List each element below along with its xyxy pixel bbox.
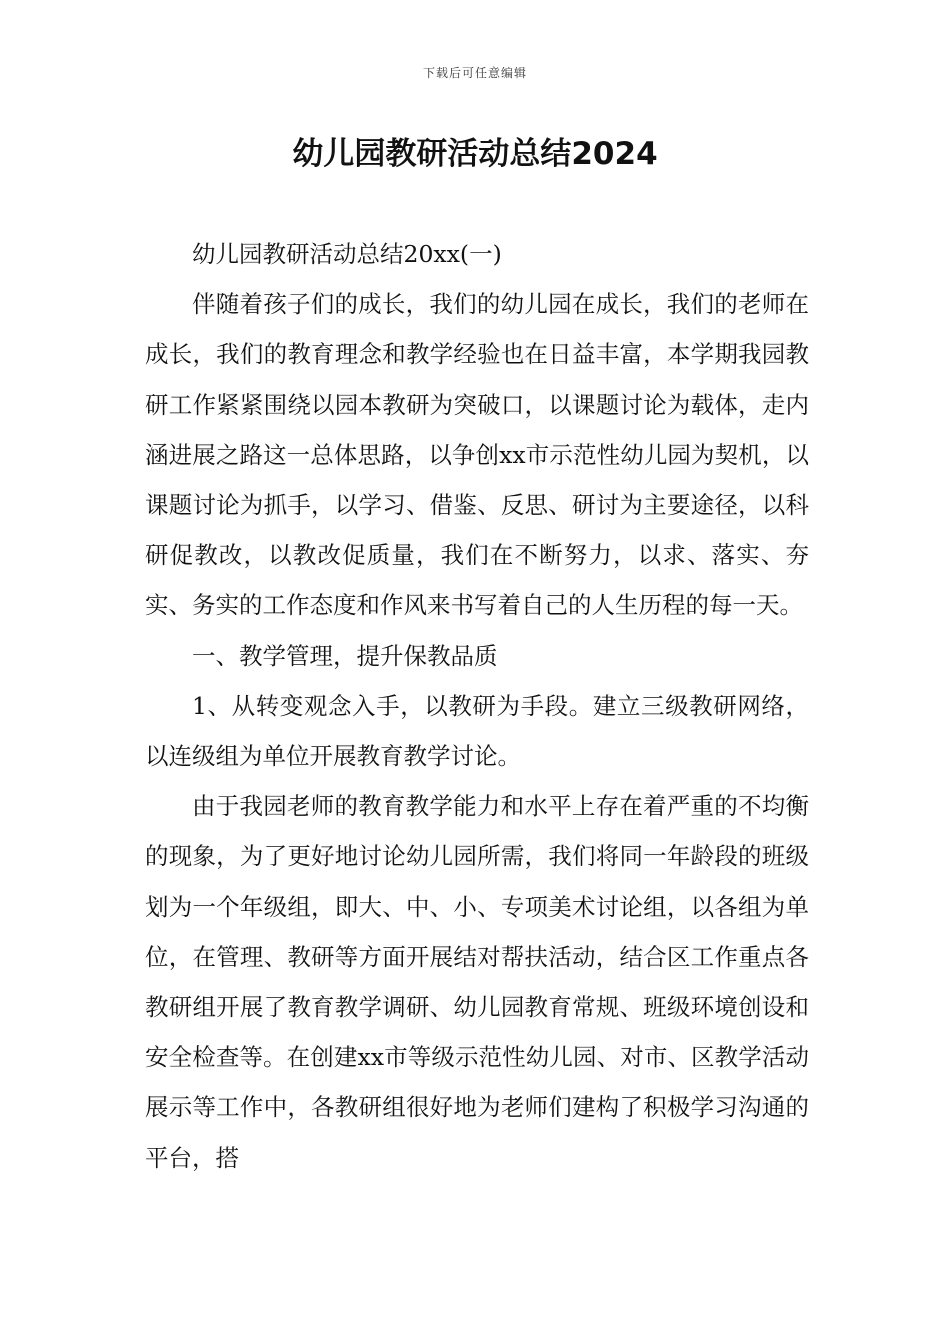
point-paragraph: 1、从转变观念入手，以教研为手段。建立三级教研网络，以连级组为单位开展教育教学讨论。 (145, 691, 809, 771)
section-heading: 一、教学管理，提升保教品质 (192, 641, 498, 670)
header-note: 下载后可任意编辑 (422, 66, 527, 80)
intro-paragraph: 伴随着孩子们的成长，我们的幼儿园在成长，我们的老师在成长，我们的教育理念和教学经验也在日益丰富，本学期我园教研工作紧紧围绕以园本教研为突破口，以课题讨论为载体，走内涵进展之路这一总体思路，以争创xx市示范性幼儿园为契机，以课题讨论为抓手，以学习、借鉴、反思、研讨为主要途径，以科研促教改，以教改促质量，我们在不断努力，以求、落实、夯实、务实的工作态度和作风来书写着自己的人生历程的每一天。 (145, 290, 809, 620)
subtitle-paragraph: 幼儿园教研活动总结20xx(一) (192, 240, 502, 268)
document-title: 幼儿园教研活动总结2024 (292, 136, 658, 172)
document-body (145, 229, 809, 1183)
body-paragraph: 由于我园老师的教育教学能力和水平上存在着严重的不均衡的现象，为了更好地讨论幼儿园所需，我们将同一年龄段的班级划为一个年级组，即大、中、小、专项美术讨论组，以各组为单位，在管理、教研等方面开展结对帮扶活动，结合区工作重点各教研组开展了教育教学调研、幼儿园教育常规、班级环境创设和安全检查等。在创建xx市等级示范性幼儿园、对市、区教学活动展示等工作中，各教研组很好地为老师们建构了积极学习沟通的平台，搭 (145, 792, 809, 1172)
